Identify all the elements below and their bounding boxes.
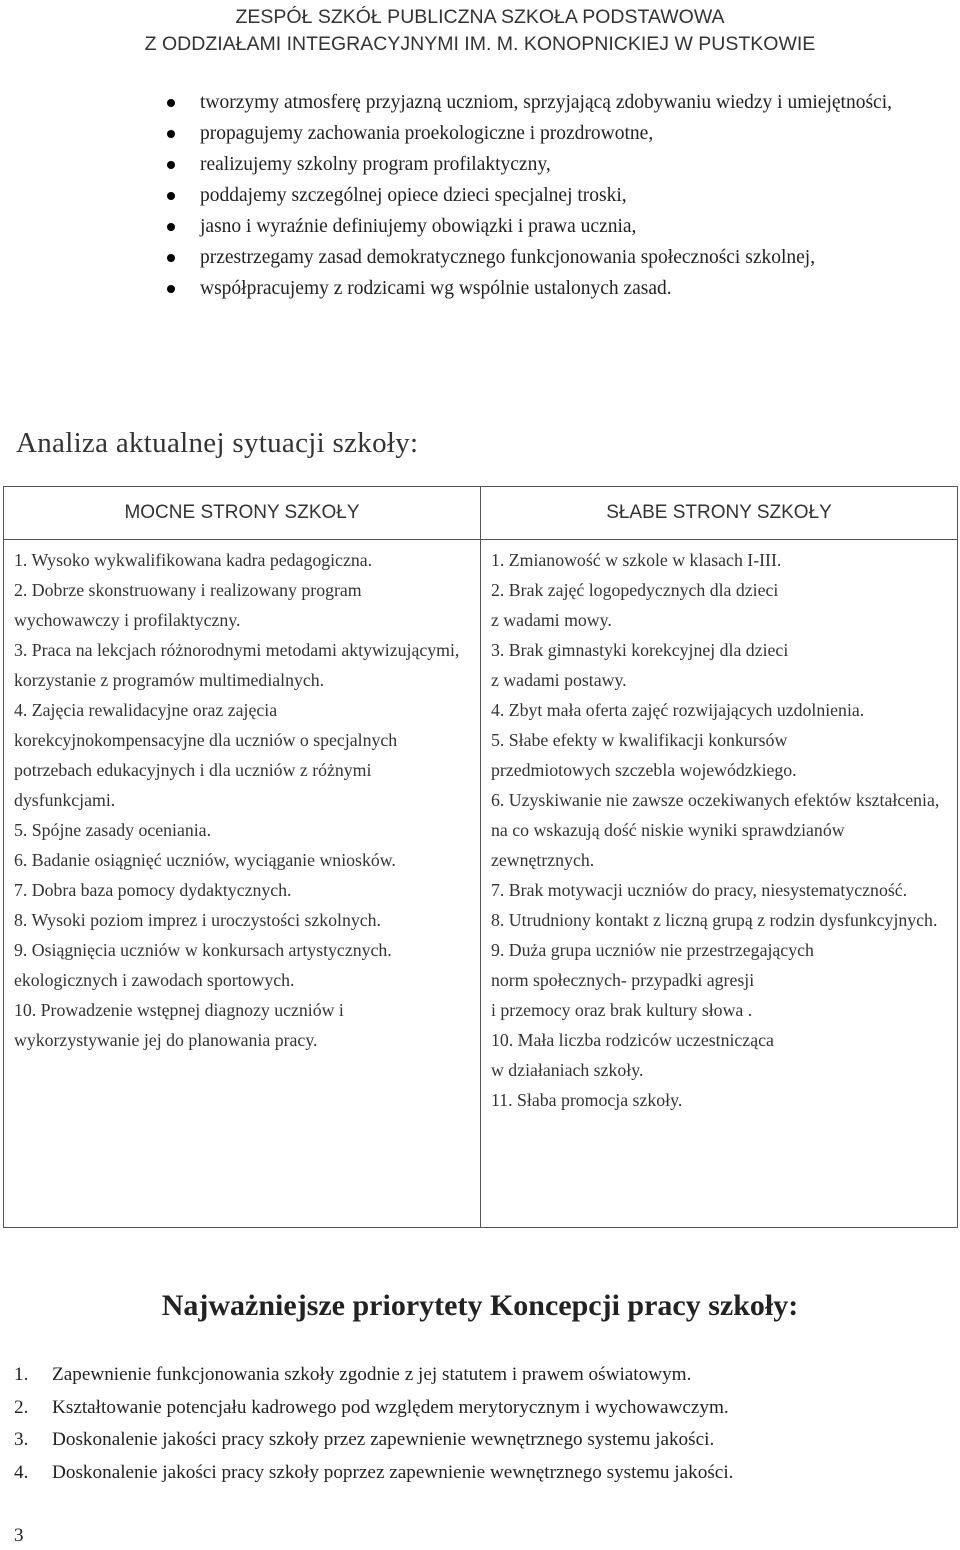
bullet-item: propagujemy zachowania proekologiczne i prozdrowotne, [200, 118, 960, 149]
bullet-item: współpracujemy z rodzicami wg wspólnie ustalonych zasad. [200, 273, 960, 304]
weakness-item: 9. Duża grupa uczniów nie przestrzegających norm społecznych- przypadki agresji i przemocy oraz brak kultury słowa . [491, 940, 814, 1020]
weakness-item: 2. Brak zajęć logopedycznych dla dzieci z wadami mowy. [491, 580, 779, 630]
weakness-item: 6. Uzyskiwanie nie zawsze oczekiwanych efektów kształcenia, na co wskazują dość niskie wyniki sprawdzianów zewnętrznych. [491, 790, 940, 870]
priority-text: Kształtowanie potencjału kadrowego pod względem merytorycznym i wychowawczym. [52, 1396, 729, 1418]
priority-text: Zapewnienie funkcjonowania szkoły zgodnie z jej statutem i prawem oświatowym. [52, 1364, 692, 1385]
strength-item: 1. Wysoko wykwalifikowana kadra pedagogiczna. [14, 550, 373, 570]
weakness-item: 8. Utrudniony kontakt z liczną grupą z rodzin dysfunkcyjnych. [491, 910, 938, 930]
strength-item: 7. Dobra baza pomocy dydaktycznych. [14, 880, 292, 900]
strength-item: 6. Badanie osiągnięć uczniów, wyciąganie wniosków. [14, 850, 396, 870]
swot-table [3, 486, 958, 1228]
weakness-item: 7. Brak motywacji uczniów do pracy, niesystematyczność. [491, 880, 908, 900]
priority-number: 2. [14, 1396, 29, 1418]
bullet-item: tworzymy atmosferę przyjazną uczniom, sprzyjającą zdobywaniu wiedzy i umiejętności, [200, 87, 960, 118]
priority-item [14, 1392, 954, 1425]
bullet-item: poddajemy szczególnej opiece dzieci specjalnej troski, [200, 180, 960, 211]
strengths-header: MOCNE STRONY SZKOŁY [4, 487, 481, 540]
priority-text: Doskonalenie jakości pracy szkoły przez zapewnienie wewnętrznego systemu jakości. [52, 1429, 715, 1450]
weaknesses-cell [481, 540, 958, 1228]
strength-item: 3. Praca na lekcjach różnorodnymi metodami aktywizującymi, korzystanie z programów multimedialnych. [14, 640, 460, 690]
priority-number: 1. [14, 1364, 29, 1385]
priority-item [14, 1457, 954, 1490]
strength-item: 10. Prowadzenie wstępnej diagnozy uczniów i wykorzystywanie jej do planowania pracy. [14, 1000, 344, 1050]
weakness-item: 4. Zbyt mała oferta zajęć rozwijających uzdolnienia. [491, 700, 865, 720]
weakness-item: 3. Brak gimnastyki korekcyjnej dla dzieci z wadami postawy. [491, 640, 789, 690]
priority-item [14, 1424, 954, 1457]
document-header [0, 4, 960, 58]
strength-item: 4. Zajęcia rewalidacyjne oraz zajęcia korekcyjnokompensacyjne dla uczniów o specjalnych potrzebach edukacyjnych i dla uczniów z różnymi dysfunkcjami. [14, 700, 398, 810]
page-number: 3 [14, 1525, 24, 1546]
weakness-item: 10. Mała liczba rodziców uczestnicząca w działaniach szkoły. [491, 1030, 774, 1080]
analysis-title: Analiza aktualnej sytuacji szkoły: [16, 427, 419, 459]
weakness-item: 11. Słaba promocja szkoły. [491, 1090, 683, 1110]
strength-item: 9. Osiągnięcia uczniów w konkursach artystycznych. ekologicznych i zawodach sportowych. [14, 940, 392, 990]
bullet-item: realizujemy szkolny program profilaktyczny, [200, 149, 960, 180]
priority-number: 4. [14, 1461, 29, 1483]
header-line-1: ZESPÓŁ SZKÓŁ PUBLICZNA SZKOŁA PODSTAWOWA [235, 6, 725, 28]
header-line-2: Z ODDZIAŁAMI INTEGRACYJNYMI IM. M. KONOPNICKIEJ W PUSTKOWIE [144, 33, 816, 55]
school-values-list [200, 87, 960, 304]
priority-number: 3. [14, 1429, 29, 1450]
weakness-item: 5. Słabe efekty w kwalifikacji konkursów przedmiotowych szczebla wojewódzkiego. [491, 730, 797, 780]
strength-item: 8. Wysoki poziom imprez i uroczystości szkolnych. [14, 910, 381, 930]
strengths-cell [4, 540, 481, 1228]
bullet-item: jasno i wyraźnie definiujemy obowiązki i prawa ucznia, [200, 211, 960, 242]
strength-item: 2. Dobrze skonstruowany i realizowany program wychowawczy i profilaktyczny. [14, 580, 362, 630]
weaknesses-header: SŁABE STRONY SZKOŁY [481, 487, 958, 540]
bullet-item: przestrzegamy zasad demokratycznego funkcjonowania społeczności szkolnej, [200, 242, 960, 273]
priorities-title: Najważniejsze priorytety Koncepcji pracy szkoły: [161, 1289, 799, 1322]
weakness-item: 1. Zmianowość w szkole w klasach I-III. [491, 550, 782, 570]
priority-text: Doskonalenie jakości pracy szkoły poprzez zapewnienie wewnętrznego systemu jakości. [52, 1461, 734, 1483]
priorities-list [14, 1359, 954, 1489]
strength-item: 5. Spójne zasady oceniania. [14, 820, 212, 840]
priority-item [14, 1359, 954, 1392]
